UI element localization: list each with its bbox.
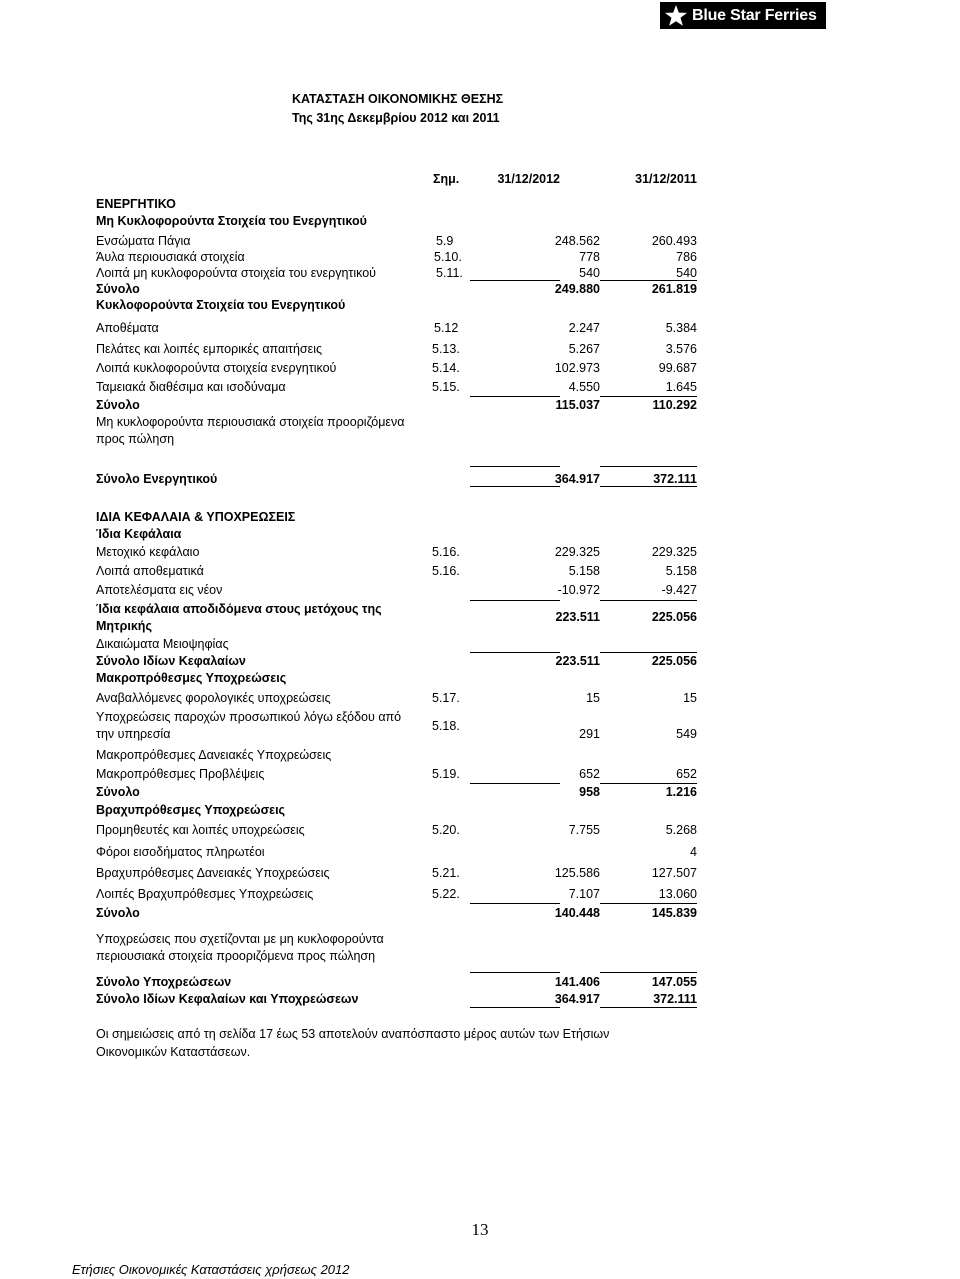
footnote: Οι σημειώσεις από τη σελίδα 17 έως 53 αποτελούν αναπόσπαστο μέρος αυτών των Ετήσιων Οικονομικών Καταστάσεων.	[96, 1027, 610, 1059]
table-row	[0, 670, 960, 686]
row-label: Φόροι εισοδήματος πληρωτέοι	[96, 845, 265, 859]
row-note: 5.16.	[432, 545, 460, 559]
row-label: Σύνολο	[96, 282, 140, 296]
total-double-rule	[470, 486, 560, 487]
row-value-2011: 652	[676, 767, 697, 781]
subtotal-rule	[470, 466, 560, 467]
row-label: Υποχρεώσεις παροχών προσωπικού λόγω εξόδου από την υπηρεσία	[96, 710, 402, 741]
row-value-2012: 5.158	[568, 564, 600, 578]
total-double-rule	[470, 1007, 560, 1008]
row-value-2011: 261.819	[651, 282, 697, 296]
row-value-2011: 5.268	[665, 823, 697, 837]
company-logo	[660, 2, 826, 29]
table-row	[0, 471, 960, 487]
subtotal-rule	[600, 972, 697, 973]
row-note: 5.16.	[432, 564, 460, 578]
row-value-2012: 249.880	[554, 282, 600, 296]
table-row	[0, 844, 960, 860]
row-label: Σύνολο Υποχρεώσεων	[96, 975, 232, 989]
row-value-2011: 4	[690, 845, 697, 859]
row-value-2012: 5.267	[568, 342, 600, 356]
row-label: Βραχυπρόθεσμες Υποχρεώσεις	[96, 803, 286, 817]
page-number: 13	[471, 1220, 489, 1239]
row-label: Δικαιώματα Μειοψηφίας	[96, 637, 229, 651]
row-value-2011: 1.645	[665, 380, 697, 394]
row-label: Σύνολο Ενεργητικού	[96, 472, 218, 486]
row-value-2011: 99.687	[658, 361, 697, 375]
table-row	[0, 249, 960, 265]
row-value-2011: 225.056	[651, 654, 697, 668]
table-row	[0, 766, 960, 782]
row-value-2012: 223.511	[555, 654, 600, 668]
star-icon	[664, 4, 688, 28]
row-label: Λοιπά μη κυκλοφορούντα στοιχεία του ενεργητικού	[96, 266, 377, 280]
row-label: Αναβαλλόμενες φορολογικές υποχρεώσεις	[96, 691, 331, 705]
row-note: 5.21.	[432, 866, 460, 880]
table-row	[0, 690, 960, 706]
table-row	[0, 563, 960, 579]
row-value-2011: 372.111	[653, 472, 697, 486]
row-value-2011: 540	[676, 266, 697, 280]
row-value-2011: 147.055	[651, 975, 697, 989]
row-note: 5.14.	[432, 361, 460, 375]
row-value-2012: 125.586	[554, 866, 600, 880]
row-value-2012: 248.562	[554, 234, 600, 248]
row-value-2012: 2.247	[568, 321, 600, 335]
row-value-2011: 110.292	[652, 398, 697, 412]
row-value-2012: -10.972	[557, 583, 600, 597]
row-label: Αποθέματα	[96, 321, 159, 335]
subtotal-rule	[470, 972, 560, 973]
total-double-rule	[600, 1007, 697, 1008]
row-label: Βραχυπρόθεσμες Δανειακές Υποχρεώσεις	[96, 866, 330, 880]
row-label: Σύνολο	[96, 785, 140, 799]
row-label: Ίδια Κεφάλαια	[96, 527, 182, 541]
row-note: 5.12	[434, 321, 459, 335]
table-row	[0, 822, 960, 838]
row-label: Άυλα περιουσιακά στοιχεία	[96, 250, 245, 264]
row-label: Σύνολο Ιδίων Κεφαλαίων	[96, 654, 246, 668]
table-row	[0, 544, 960, 560]
row-value-2012: 652	[579, 767, 600, 781]
table-row	[0, 601, 960, 633]
row-value-2012: 958	[579, 785, 600, 799]
table-row	[0, 747, 960, 763]
row-value-2011: 13.060	[658, 887, 697, 901]
row-label: Σύνολο	[96, 398, 140, 412]
row-value-2012: 223.511	[555, 610, 600, 624]
row-value-2012: 7.755	[568, 823, 600, 837]
row-value-2012: 102.973	[554, 361, 600, 375]
table-row	[0, 213, 960, 229]
row-note: 5.9	[436, 234, 454, 248]
row-label: Λοιπά αποθεματικά	[96, 564, 204, 578]
row-value-2011: -9.427	[661, 583, 697, 597]
table-row	[0, 709, 960, 741]
row-label: Πελάτες και λοιπές εμπορικές απαιτήσεις	[96, 342, 322, 356]
table-row	[0, 636, 960, 652]
table-row	[0, 991, 960, 1007]
subtotal-rule	[600, 903, 697, 904]
table-row	[0, 414, 960, 446]
row-label: Ίδια κεφάλαια αποδιδόμενα στους μετόχους της Μητρικής	[96, 602, 382, 633]
row-value-2011: 15	[683, 691, 697, 705]
table-row	[0, 974, 960, 990]
row-label: Λοιπές Βραχυπρόθεσμες Υποχρεώσεις	[96, 887, 314, 901]
row-label: ΕΝΕΡΓΗΤΙΚΟ	[96, 197, 176, 211]
subtotal-rule	[600, 466, 697, 467]
table-row	[0, 281, 960, 297]
table-row	[0, 526, 960, 542]
table-row	[0, 360, 960, 376]
row-value-2011: 225.056	[651, 610, 697, 624]
table-row	[0, 265, 960, 281]
note-column-header: Σημ.	[433, 172, 460, 186]
table-row	[0, 341, 960, 357]
row-value-2012: 778	[579, 250, 600, 264]
row-note: 5.18.	[432, 719, 460, 733]
page-title: ΚΑΤΑΣΤΑΣΗ ΟΙΚΟΝΟΜΙΚΗΣ ΘΕΣΗΣ	[292, 92, 504, 106]
row-value-2011: 372.111	[653, 992, 697, 1006]
row-value-2012: 4.550	[568, 380, 600, 394]
table-row	[0, 379, 960, 395]
table-row	[0, 784, 960, 800]
table-row	[0, 509, 960, 525]
row-value-2012: 229.325	[554, 545, 600, 559]
table-row	[0, 320, 960, 336]
row-label: Λοιπά κυκλοφορούντα στοιχεία ενεργητικού	[96, 361, 337, 375]
row-label: Μη Κυκλοφορούντα Στοιχεία του Ενεργητικού	[96, 214, 367, 228]
row-value-2012: 291	[579, 727, 600, 741]
row-value-2012: 140.448	[554, 906, 600, 920]
row-value-2011: 260.493	[651, 234, 697, 248]
row-label: Αποτελέσματα εις νέον	[96, 583, 223, 597]
row-label: Σύνολο Ιδίων Κεφαλαίων και Υποχρεώσεων	[96, 992, 359, 1006]
table-row	[0, 397, 960, 413]
row-label: Μακροπρόθεσμες Δανειακές Υποχρεώσεις	[96, 748, 332, 762]
row-value-2011: 127.507	[651, 866, 697, 880]
table-row	[0, 297, 960, 313]
row-value-2011: 786	[676, 250, 697, 264]
row-value-2012: 364.917	[554, 992, 600, 1006]
row-note: 5.11.	[436, 266, 463, 280]
row-value-2011: 1.216	[665, 785, 697, 799]
row-value-2012: 364.917	[554, 472, 600, 486]
row-value-2011: 145.839	[651, 906, 697, 920]
row-value-2012: 540	[579, 266, 600, 280]
row-note: 5.20.	[432, 823, 460, 837]
table-row	[0, 653, 960, 669]
row-label: Ενσώματα Πάγια	[96, 234, 191, 248]
row-label: Μετοχικό κεφάλαιο	[96, 545, 200, 559]
year-2012-header: 31/12/2012	[497, 172, 560, 186]
row-value-2011: 3.576	[665, 342, 697, 356]
table-row	[0, 196, 960, 212]
row-label: Σύνολο	[96, 906, 140, 920]
row-note: 5.17.	[432, 691, 460, 705]
row-label: Μακροπρόθεσμες Υποχρεώσεις	[96, 671, 287, 685]
year-2011-header: 31/12/2011	[635, 172, 697, 186]
row-value-2011: 5.158	[665, 564, 697, 578]
logo-text: Blue Star Ferries	[692, 6, 817, 24]
row-label: Υποχρεώσεις που σχετίζονται με μη κυκλοφορούντα περιουσιακά στοιχεία προοριζόμενα προς πώληση	[96, 932, 384, 963]
row-note: 5.10.	[434, 250, 462, 264]
page-subtitle: Της 31ης Δεκεμβρίου 2012 και 2011	[292, 111, 500, 125]
row-label: Μη κυκλοφορούντα περιουσιακά στοιχεία προοριζόμενα προς πώληση	[96, 415, 405, 446]
row-label: Προμηθευτές και λοιπές υποχρεώσεις	[96, 823, 305, 837]
row-label: Κυκλοφορούντα Στοιχεία του Ενεργητικού	[96, 298, 346, 312]
row-value-2012: 7.107	[568, 887, 600, 901]
row-label: ΙΔΙΑ ΚΕΦΑΛΑΙΑ & ΥΠΟΧΡΕΩΣΕΙΣ	[96, 510, 296, 524]
table-row	[0, 233, 960, 249]
subtotal-rule	[470, 903, 560, 904]
row-value-2011: 5.384	[665, 321, 697, 335]
row-value-2011: 229.325	[651, 545, 697, 559]
column-header-row	[0, 171, 960, 187]
table-row	[0, 865, 960, 881]
table-row	[0, 905, 960, 921]
row-value-2011: 549	[676, 727, 697, 741]
row-label: Ταμειακά διαθέσιμα και ισοδύναμα	[96, 380, 286, 394]
row-value-2012: 115.037	[555, 398, 600, 412]
row-value-2012: 141.406	[554, 975, 600, 989]
row-note: 5.15.	[432, 380, 460, 394]
row-note: 5.22.	[432, 887, 460, 901]
row-value-2012: 15	[586, 691, 600, 705]
page-footer: Ετήσιες Οικονομικές Καταστάσεις χρήσεως 2012	[72, 1262, 350, 1277]
table-row	[0, 886, 960, 902]
row-note: 5.19.	[432, 767, 460, 781]
row-note: 5.13.	[432, 342, 460, 356]
row-label: Μακροπρόθεσμες Προβλέψεις	[96, 767, 265, 781]
table-row	[0, 582, 960, 598]
total-double-rule	[600, 486, 697, 487]
table-row	[0, 802, 960, 818]
table-row	[0, 931, 960, 963]
